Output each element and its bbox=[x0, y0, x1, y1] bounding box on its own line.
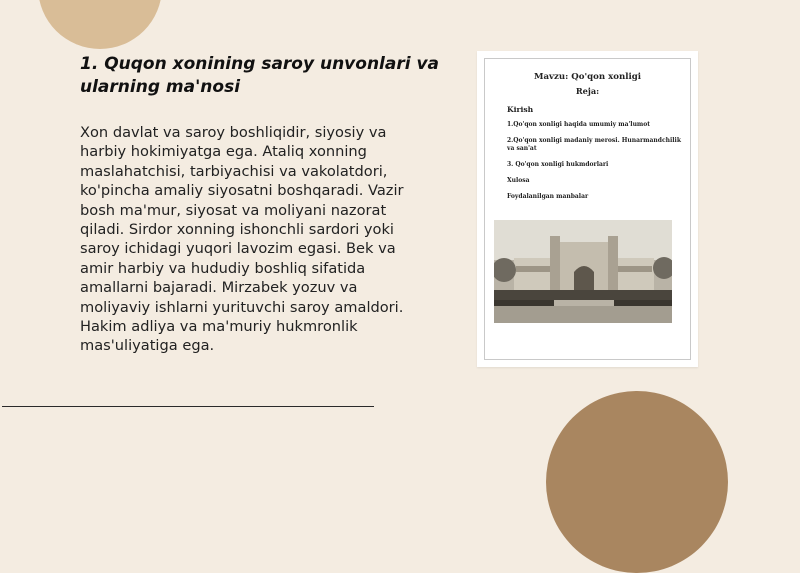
divider-line bbox=[2, 406, 374, 407]
document-section-heading: Kirish bbox=[507, 105, 534, 114]
list-item: 2.Qo'qon xonligi madaniy merosi. Hunarmandchilik va san'at bbox=[507, 137, 681, 152]
document-outline-list bbox=[507, 121, 685, 209]
document-subtitle: Reja: bbox=[575, 86, 600, 96]
decorative-circle-top bbox=[38, 0, 162, 49]
list-item: 1.Qo'qon xonligi haqida umumiy ma'lumot bbox=[507, 121, 651, 128]
slide-body-text: Xon davlat va saroy boshliqidir, siyosiy va harbiy hokimiyatga ega. Ataliq xonning maslahatchisi, tarbiyachisi va vakolatdori, ko'pincha amaliy siyosatni boshqaradi. Vazir bosh ma'mur, siyosat va moliyani nazorat qiladi. Sirdor xonning ishonchli sardori yoki saroy ichidagi yuqori lavozim egasi. Bek va amir harbiy va hududiy boshliq sifatida amallarni bajaradi. Mirzabek yozuv va moliyaviy ishlarni yurituvchi saroy amaldori. Hakim adliya va ma'muriy hukmronlik mas'uliyatiga ega. bbox=[80, 124, 404, 355]
document-title: Mavzu: Qo'qon xonligi bbox=[533, 72, 642, 82]
list-item: Xulosa bbox=[507, 177, 530, 184]
document-page-border bbox=[484, 58, 691, 360]
slide-heading: 1. Quqon xonining saroy unvonlari va ularning ma'nosi bbox=[80, 54, 440, 97]
list-item: 3. Qo'qon xonligi hukmdorlari bbox=[507, 161, 609, 168]
document-thumbnail bbox=[477, 51, 698, 367]
list-item: Foydalanilgan manbalar bbox=[507, 193, 589, 200]
decorative-circle-bottom bbox=[546, 391, 728, 573]
historical-palace-photo bbox=[494, 220, 672, 323]
